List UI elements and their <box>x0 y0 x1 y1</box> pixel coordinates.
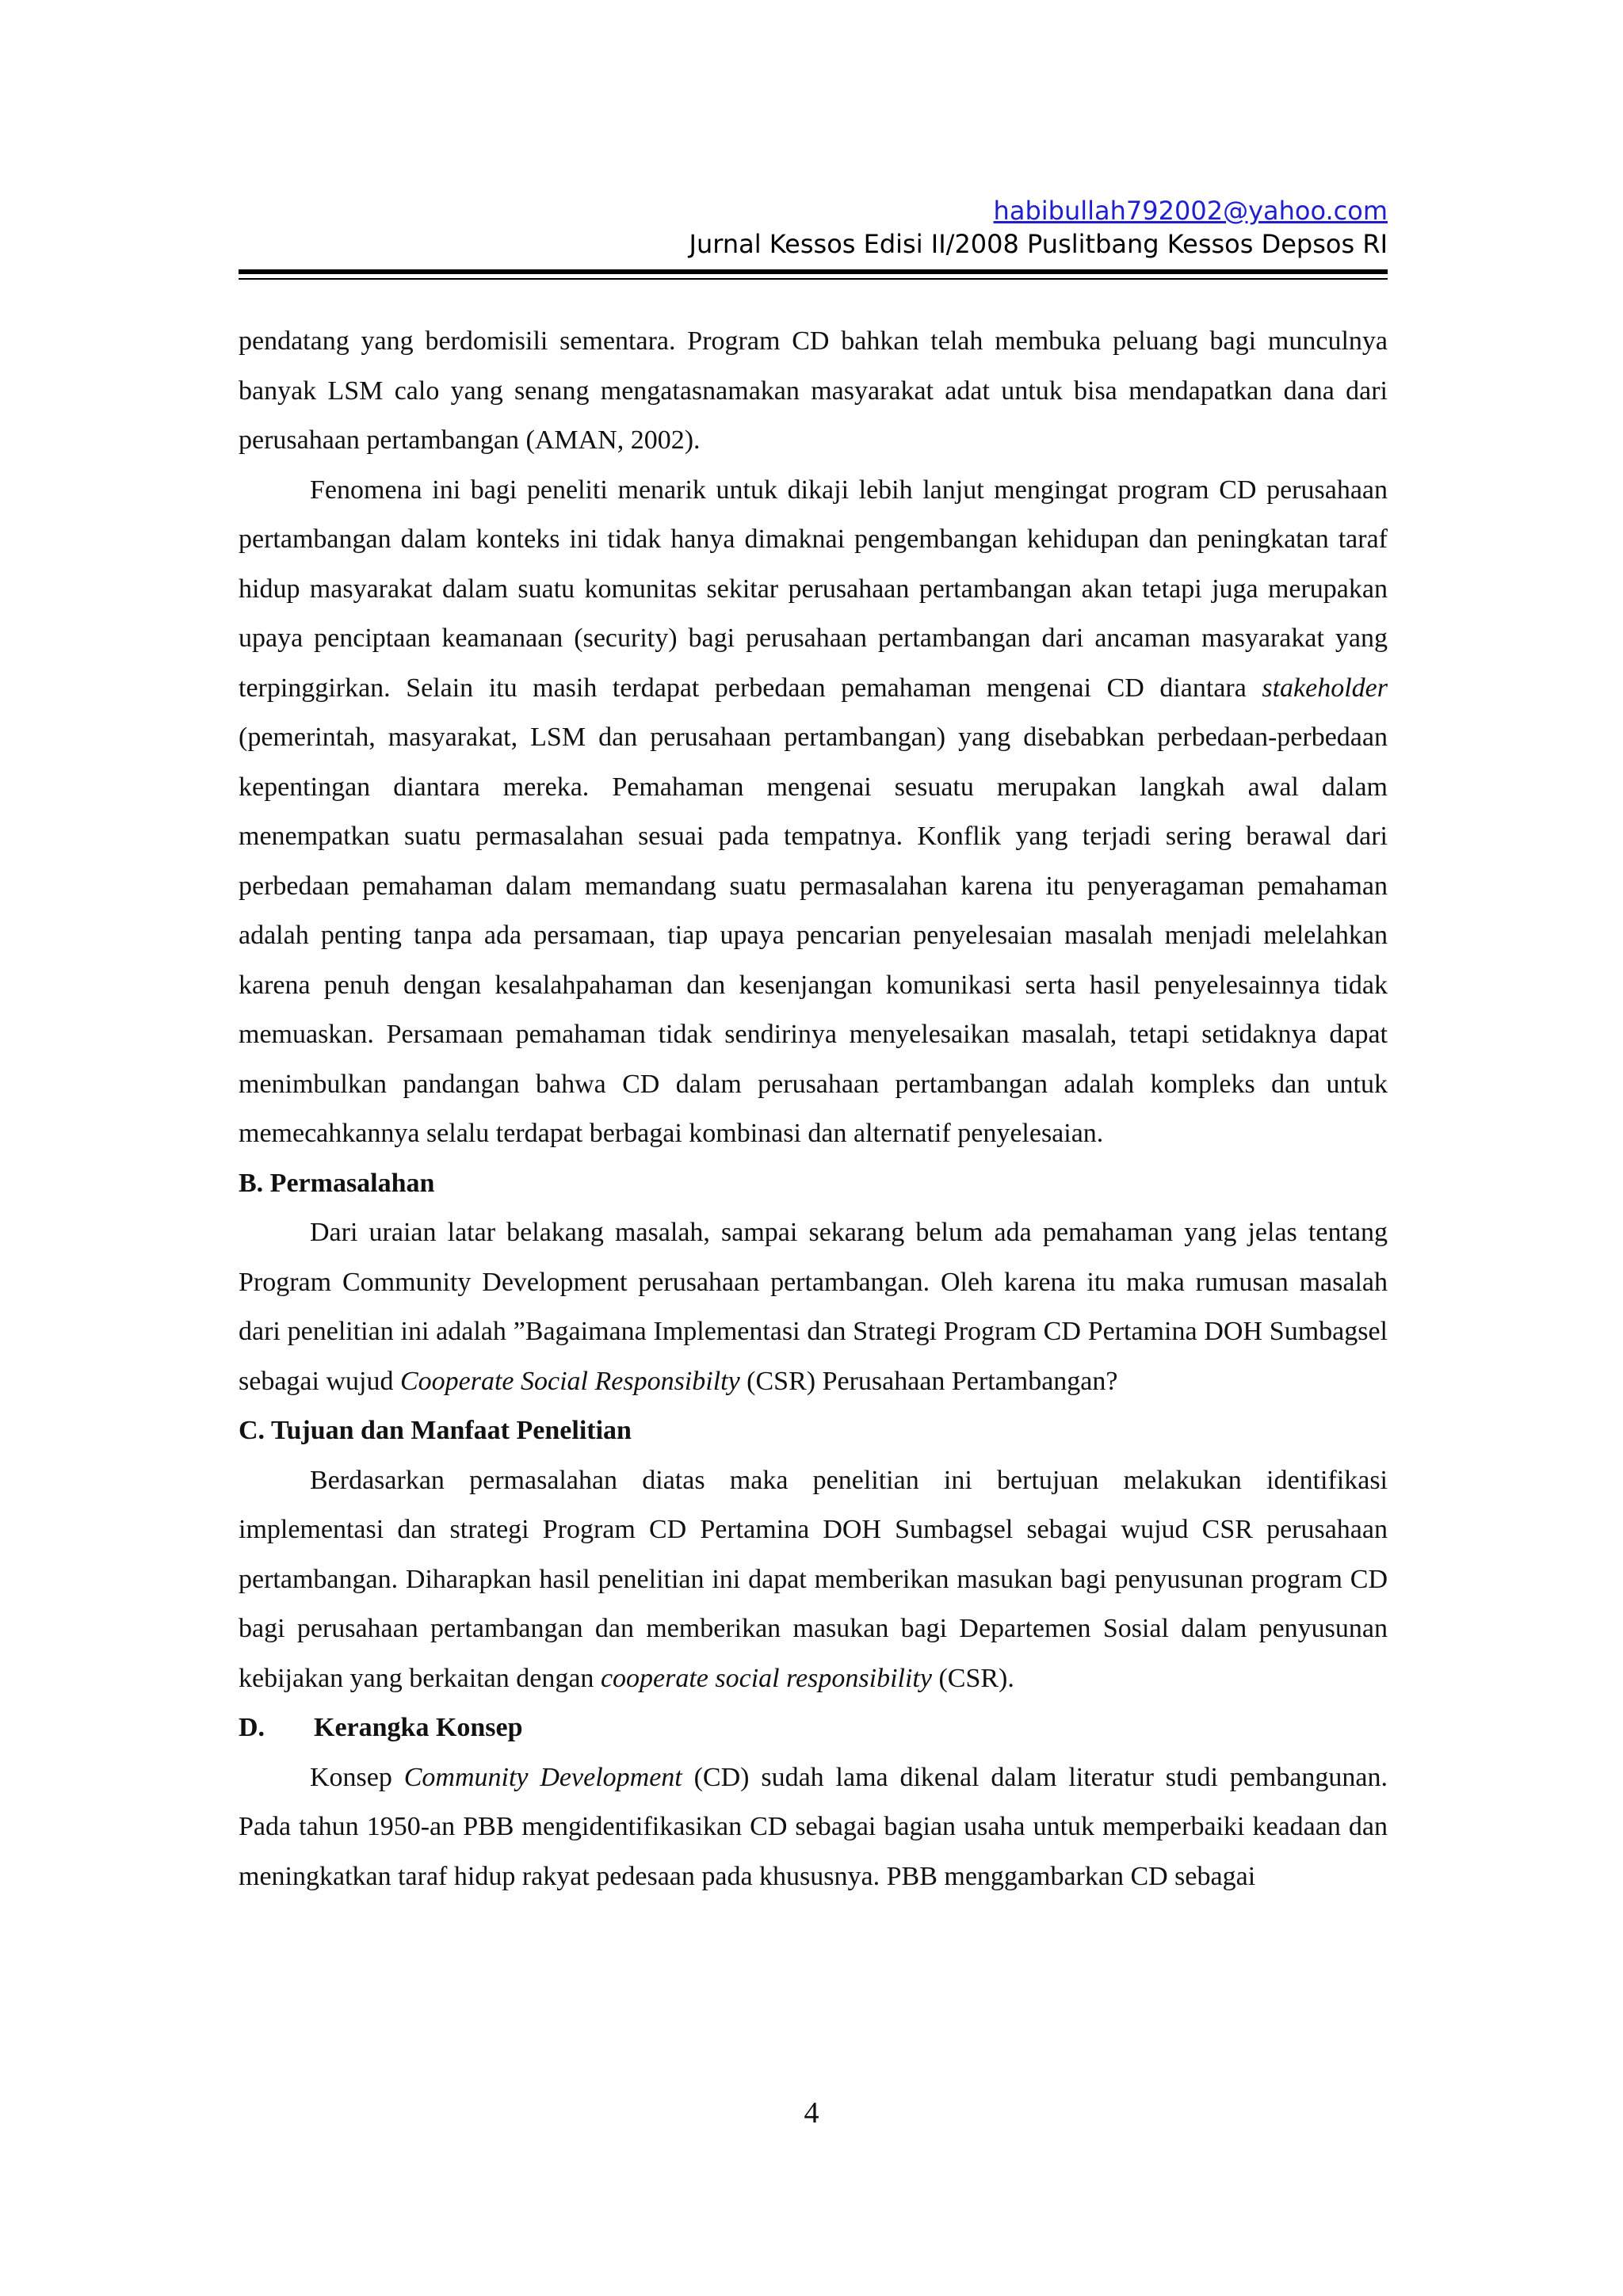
author-email-link[interactable]: habibullah792002@yahoo.com <box>993 196 1388 226</box>
paragraph-5-text-a: Konsep <box>310 1762 404 1792</box>
paragraph-2-text-a: Fenomena ini bagi peneliti menarik untuk dikaji lebih lanjut mengingat program CD perusahaan pertambangan dalam konteks ini tidak hanya dimaknai pengembangan kehidupan dan peningkatan taraf hidup masyarakat dalam suatu komunitas sekitar perusahaan pertambangan akan tetapi juga merupakan upaya penciptaan keamanaan (security) bagi perusahaan pertambangan dari ancaman masyarakat yang terpinggirkan. Selain itu masih terdapat perbedaan pemahaman mengenai CD diantara <box>239 475 1388 703</box>
section-heading-d-title: Kerangka Konsep <box>314 1713 523 1742</box>
paragraph-4-italic: cooperate social responsibility <box>600 1663 932 1693</box>
paragraph-3-italic: Cooperate Social Responsibilty <box>399 1366 740 1396</box>
paragraph-5-italic: Community Development <box>403 1762 682 1792</box>
section-heading-c: C. Tujuan dan Manfaat Penelitian <box>239 1416 632 1445</box>
paragraph-4-text-b: (CSR). <box>931 1663 1014 1693</box>
paragraph-4 <box>239 1456 1388 1704</box>
page-number: 4 <box>804 2096 819 2130</box>
paragraph-2 <box>239 466 1388 1159</box>
section-heading-d-number: D. <box>239 1713 265 1742</box>
page-header <box>239 195 1388 260</box>
paragraph-3-text-a: Dari uraian latar belakang masalah, sampai sekarang belum ada pemahaman yang jelas tentang Program Community Development perusahaan pertambangan. Oleh karena itu maka rumusan masalah dari penelitian ini adalah ”Bagaimana Implementasi dan Strategi Program CD Pertamina DOH Sumbagsel sebagai wujud <box>239 1218 1388 1396</box>
journal-title: Jurnal Kessos Edisi II/2008 Puslitbang Kessos Depsos RI <box>689 229 1388 259</box>
header-rule-thin <box>239 278 1388 280</box>
paragraph-1 <box>239 317 1388 466</box>
paragraph-2-text-b: (pemerintah, masyarakat, LSM dan perusahaan pertambangan) yang disebabkan perbedaan-perbedaan kepentingan diantara mereka. Pemahaman mengenai sesuatu merupakan langkah awal dalam menempatkan suatu permasalahan sesuai pada tempatnya. Konflik yang terjadi sering berawal dari perbedaan pemahaman dalam memandang suatu permasalahan karena itu penyeragaman pemahaman adalah penting tanpa ada persamaan, tiap upaya pencarian penyelesaian masalah menjadi melelahkan karena penuh dengan kesalahpahaman dan kesenjangan komunikasi serta hasil penyelesainnya tidak memuaskan. Persamaan pemahaman tidak sendirinya menyelesaikan masalah, tetapi setidaknya dapat menimbulkan pandangan bahwa CD dalam perusahaan pertambangan adalah kompleks dan untuk memecahkannya selalu terdapat berbagai kombinasi dan alternatif penyelesaian. <box>239 723 1388 1148</box>
paragraph-5-text-b: (CD) sudah lama dikenal dalam literatur studi pembangunan. Pada tahun 1950-an PBB mengidentifikasikan CD sebagai bagian usaha untuk memperbaiki keadaan dan meningkatkan taraf hidup rakyat pedesaan pada khususnya. PBB menggambarkan CD sebagai <box>239 1762 1388 1891</box>
paragraph-4-text-a: Berdasarkan permasalahan diatas maka penelitian ini bertujuan melakukan identifikasi implementasi dan strategi Program CD Pertamina DOH Sumbagsel sebagai wujud CSR perusahaan pertambangan. Diharapkan hasil penelitian ini dapat memberikan masukan bagi penyusunan program CD bagi perusahaan pertambangan dan memberikan masukan bagi Departemen Sosial dalam penyusunan kebijakan yang berkaitan dengan <box>239 1465 1388 1693</box>
paragraph-3-text-b: (CSR) Perusahaan Pertambangan? <box>739 1366 1118 1396</box>
paragraph-5 <box>239 1753 1388 1902</box>
paragraph-1-text: pendatang yang berdomisili sementara. Program CD bahkan telah membuka peluang bagi munculnya banyak LSM calo yang senang mengatasnamakan masyarakat adat untuk bisa mendapatkan dana dari perusahaan pertambangan (AMAN, 2002). <box>239 326 1388 455</box>
paragraph-3 <box>239 1208 1388 1406</box>
paragraph-2-italic: stakeholder <box>1262 673 1388 703</box>
section-heading-d <box>239 1703 1388 1753</box>
header-rule-thick <box>239 269 1388 274</box>
body-text <box>239 317 1388 1901</box>
section-heading-b: B. Permasalahan <box>239 1168 435 1198</box>
